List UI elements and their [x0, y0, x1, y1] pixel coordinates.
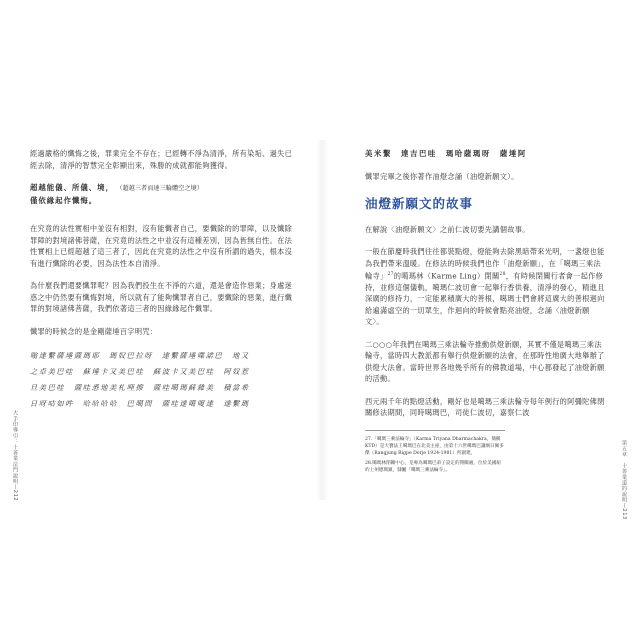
left-side-title: 大手印導引：十善業法門說明— [12, 410, 18, 490]
right-paragraph-3 [365, 246, 605, 328]
mantra-line: 嗡達繫薩埵薩瑪耶 瑪奴巴拉呀 達繫薩埵喋諾巴 地又 [30, 351, 250, 360]
paragraph-segment: ，有時候閉關行者會一起作修持，並修這個儀軌，噶瑪仁波切會一起舉行香供養，清淨的發心，精進且深廣的修持力，一定能累積廣大的善根，噶瑪士們會將這廣大的善根迴向給遍滿虛空的一切眾生，作迴向的時候會點亮油燈，念誦〈油燈新願文〉。 [365, 271, 605, 327]
footnotes [365, 430, 505, 474]
gutter-shadow [316, 140, 328, 500]
paragraph-segment: 的噶瑪林（Karme Ling）閉關 [393, 271, 500, 281]
section-heading: 油燈新願文的故事 [365, 195, 474, 211]
left-paragraph-2: 在究竟的法性實相中並沒有相對，沒有能懺者自己，要懺除的的罪障，以及懺除罪障的對境諸佛菩薩，在究竟的法性之中並沒有這種差別，因為皆無自性。在法性實相上已經超越了這三者了，因此在究竟的法性之中沒有所謂的過失，根本沒有進行懺除的必要，因為法性本自清淨。 [30, 224, 293, 268]
mantra-line: 之卓美巴哇 蘇埵卡又美巴哇 蘇波卡又美巴哇 阿奴惹 [30, 367, 250, 376]
paragraph-segment: 一般在節慶時我們往往都裝點燈，燈能夠去除黑暗帶來光明，一盞燈也能為我們帶來溫暖。在修法的時候我們也作「油燈新願」，在「噶瑪三乘法輪寺」 [365, 247, 605, 281]
right-paragraph-1: 懺罪完畢之後你著作油燈念誦（油燈新願文）。 [365, 172, 519, 181]
footnote-ref-28: 28 [499, 272, 506, 277]
hundred-syllable-mantra [30, 348, 298, 412]
left-page [30, 148, 298, 412]
right-side-title: 第五章 十善業道的說明— [621, 440, 627, 509]
left-side-running-head [9, 410, 19, 501]
verse-heading-line2: 僅依緣起作懺悔。 [30, 196, 98, 205]
footnote-27: 27.「噶瑪三乘法輪寺」（Karma Triyana Dharmachakra，簡稱KTD）是大寶法王噶瑪巴在北美主座，由第十六世噶瑪巴讓炯日佩多傑（Rangjung Rigpe Dorje 1924-1981）所創建。 [365, 436, 504, 456]
left-paragraph-1: 經過嚴格的懺悔之後，罪業完全不存在；已經轉不淨為清淨，所有染垢、過失已經去除，清淨的智慧完全彰顯出來，殊勝的成就都能夠獲得。 [30, 149, 293, 170]
left-page-number: 212 [12, 489, 18, 502]
mantra-line: 旦美巴哇 薩哇悉地美札哩擦 薩哇噶瑪蘇雜美 積當希 [30, 383, 250, 392]
right-page [365, 148, 605, 477]
right-side-running-head [618, 440, 628, 520]
verse-heading-bold: 超越能儀、所儀、境， [30, 183, 114, 192]
right-paragraph-5: 西元兩千年的點燈活動，剛好也是噶瑪三乘法輪寺每年例行的阿彌陀佛閉關修法期間，同時噶瑪巴，司徒仁波切，嘉察仁波 [365, 396, 605, 418]
right-page-number: 213 [621, 508, 627, 520]
right-paragraph-4: 二○○○年我們在噶瑪三乘法輪寺推動供燈新願，其實不僅是噶瑪三乘法輪寺，當時四大教派都有舉行供燈新願的法會，在那時性地廣大地舉辦了供燈大法會。當時世界各地幾乎所有的佛教道場，中心都發起了油燈新願的活動。 [365, 339, 605, 384]
verse-heading-note: （超越三者而達三輪體空之境） [116, 185, 203, 192]
footnote-28: 28.噶瑪林閉關中心，是專為噶瑪巴弟子設定的閉關處，位於美國紐約上州德瑪鎮，隸屬「噶瑪三乘法輪寺」。 [365, 460, 501, 473]
verse-heading [30, 182, 298, 207]
mantra-line: 日呀咕如吽 哈哈哈哈 巴噶問 薩哇達噶嗄達 達繫瑪 [30, 399, 250, 408]
right-paragraph-2: 在解說〈油燈新願文〉之前仁波切要先講個故事。 [365, 224, 530, 234]
footnote-ref-27: 27 [387, 272, 394, 277]
left-paragraph-4: 懺罪的時候念的是金剛薩埵百字明咒： [30, 326, 158, 336]
mantra-continuation: 美米繫 達吉巴哇 瑪哈薩瑪呀 薩埵阿 [365, 149, 527, 158]
left-paragraph-3: 為什麼我們還要懺罪呢？因為我們投生在不淨的六道，還是會造作惡業；身處迷惑之中仍然要有懺悔對境，所以就有了能夠懺罪者自己，要懺除的惡業，進行懺罪的對境諸佛菩薩，我們依著這三者的因緣緣起作懺罪。 [30, 281, 293, 313]
